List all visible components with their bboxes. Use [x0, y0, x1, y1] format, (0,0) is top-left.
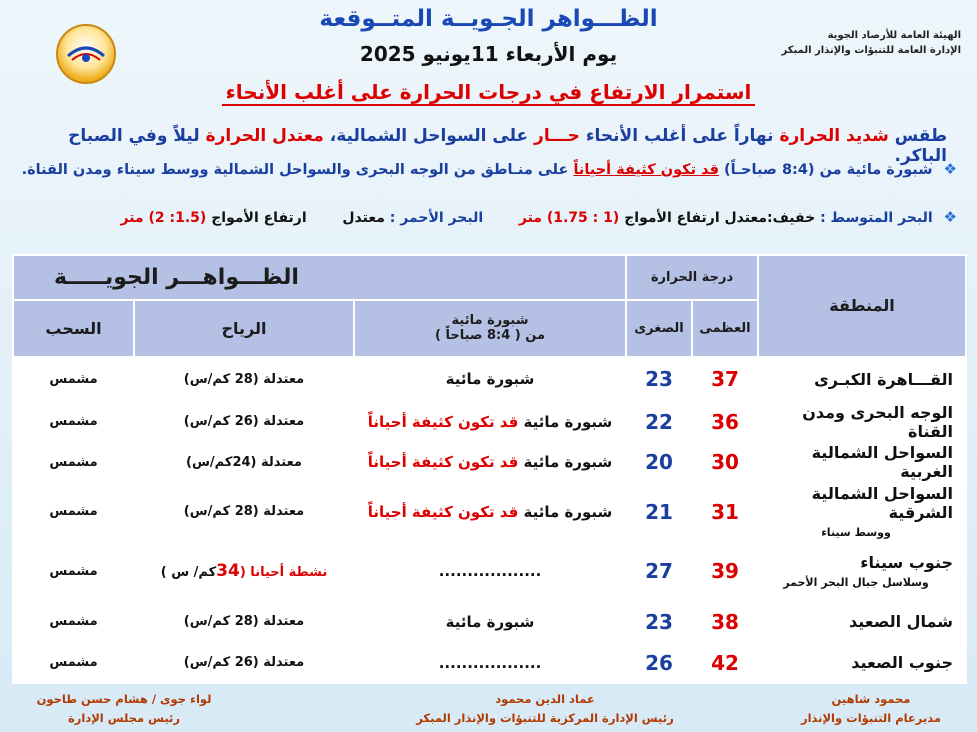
table-row: [13, 541, 966, 602]
min-temp-cell: 23: [626, 357, 692, 402]
fog-value: شبورة مائية: [445, 370, 535, 389]
weather-text-4: ليلاً وفي الصباح الباكر.: [68, 126, 947, 166]
region-cell: [758, 642, 966, 683]
bulletin-title: الظـــواهر الجـويــة المتــوقعة: [319, 6, 658, 32]
region-name: السواحل الشمالية الشرقية: [811, 484, 954, 523]
fog-value: ..................: [438, 653, 542, 672]
headline-text: استمرار الارتفاع في درجات الحرارة على أغلب الأنحاء: [222, 80, 756, 106]
weather-text-3: على السواحل الشمالية،: [329, 126, 529, 146]
red-sea-state: معتدل: [342, 210, 385, 226]
wind-value: معتدلة (24كم/س): [186, 454, 302, 470]
table-row: [13, 642, 966, 683]
min-temp-cell: 26: [626, 642, 692, 683]
fog-value: شبورة مائية: [445, 612, 535, 631]
max-temp-cell: 38: [692, 602, 758, 643]
fog-cell: [354, 401, 626, 442]
med-sea-label: البحر المتوسط :: [820, 210, 933, 226]
signature-right: [781, 690, 961, 728]
wind-header: الرياح: [134, 300, 354, 357]
med-waves-value: (1 : 1.75) متر: [518, 210, 620, 226]
fog-alert: قد تكون كثيفة أحياناً: [367, 453, 519, 472]
red-waves-value: (1.5: 2) متر: [120, 210, 207, 226]
table-row: [13, 602, 966, 643]
region-name: شمال الصعيد: [849, 612, 954, 632]
max-temp-cell: 37: [692, 357, 758, 402]
temperature-header: درجة الحرارة: [626, 255, 758, 300]
agency-name: الهيئة العامة للأرصاد الجوية: [827, 30, 961, 41]
fog-alert: قد تكون كثيفة أحياناً: [367, 412, 519, 431]
table-row: [13, 483, 966, 541]
max-temp-cell: 30: [692, 442, 758, 483]
clouds-cell: مشمس: [13, 541, 134, 602]
wind-cell: [134, 357, 354, 402]
table-row: [13, 401, 966, 442]
fog-cell: [354, 357, 626, 402]
region-cell: [758, 602, 966, 643]
min-temp-header: الصغرى: [626, 300, 692, 357]
region-name: الوجه البحرى ومدن القناة: [802, 402, 954, 441]
table-row: [13, 442, 966, 483]
region-name: جنوب الصعيد: [851, 653, 954, 673]
region-cell: [758, 401, 966, 442]
wind-value: معتدلة (28 كم/س): [183, 614, 305, 630]
min-temp-cell: 23: [626, 602, 692, 643]
max-temp-cell: 36: [692, 401, 758, 442]
clouds-cell: مشمس: [13, 357, 134, 402]
fog-cell: [354, 541, 626, 602]
red-waves-label: ارتفاع الأمواج: [211, 210, 307, 226]
red-sea-label: البحر الأحمر :: [389, 210, 484, 226]
fog-cell: [354, 602, 626, 643]
fog-cell: [354, 642, 626, 683]
region-header: المنطقة: [758, 255, 966, 357]
fog-alert: قد تكون كثيفة أحياناً: [573, 162, 719, 178]
region-name: القـــاهرة الكبـرى: [814, 369, 954, 389]
signer-name: عماد الدين محمود: [495, 692, 595, 706]
wind-alert: نشطة أحيانا (: [239, 565, 328, 581]
wind-value: معتدلة (26 كم/س): [183, 655, 305, 671]
clouds-header: السحب: [13, 300, 134, 357]
diamond-bullet-icon: ❖: [943, 160, 957, 178]
region-name: السواحل الشمالية الغربية: [811, 443, 954, 482]
signer-name: محمود شاهين: [831, 692, 911, 706]
wind-value: معتدلة (26 كم/س): [183, 414, 305, 430]
fog-value: ..................: [438, 562, 542, 581]
bulletin-date: يوم الأربعاء 11يونيو 2025: [359, 42, 618, 66]
forecast-table: [12, 254, 967, 684]
region-cell: [758, 483, 966, 541]
wind-unit: كم/ س ): [160, 565, 217, 581]
clouds-cell: مشمس: [13, 642, 134, 683]
min-temp-cell: 20: [626, 442, 692, 483]
region-cell: [758, 541, 966, 602]
min-temp-cell: 22: [626, 401, 692, 442]
wind-cell: [134, 602, 354, 643]
fog-text-2: على منـاطق من الوجه البحرى والسواحل الشمالية ووسط سيناء ومدن القناة.: [21, 162, 569, 178]
max-temp-cell: 39: [692, 541, 758, 602]
wind-speed: 34: [216, 561, 240, 582]
signer-title: مديرعام التنبؤات والإنذار: [800, 711, 942, 725]
wind-cell: [134, 541, 354, 602]
weather-text-1: طقس: [894, 126, 947, 146]
sea-state: [12, 208, 957, 226]
headline: [0, 80, 977, 104]
table-row: [13, 357, 966, 402]
wind-value: معتدلة (28 كم/س): [183, 504, 305, 520]
fog-summary: [12, 160, 957, 178]
fog-header: [354, 300, 626, 357]
signature-left: [24, 690, 224, 728]
signature-center: [380, 690, 710, 728]
fog-header-label: شبورة مائية: [451, 313, 529, 329]
weather-text-2: نهاراً على أغلب الأنحاء: [585, 126, 774, 146]
fog-value: شبورة مائية: [523, 412, 613, 431]
fog-alert: قد تكون كثيفة أحياناً: [367, 502, 519, 521]
fog-text-1: شبورة مائية من (8:4 صباحـاً): [724, 162, 933, 178]
wind-cell: [134, 401, 354, 442]
max-temp-cell: 31: [692, 483, 758, 541]
table-title: الظـــواهـــر الجويـــــة: [13, 255, 626, 300]
min-temp-cell: 21: [626, 483, 692, 541]
fog-value: شبورة مائية: [523, 502, 613, 521]
max-temp-header: العظمى: [692, 300, 758, 357]
clouds-cell: مشمس: [13, 442, 134, 483]
diamond-bullet-icon: ❖: [943, 208, 957, 226]
max-temp-cell: 42: [692, 642, 758, 683]
wind-cell: [134, 642, 354, 683]
wind-cell: [134, 483, 354, 541]
signer-title: رئيس مجلس الإدارة: [67, 711, 180, 725]
wind-cell: [134, 442, 354, 483]
clouds-cell: مشمس: [13, 401, 134, 442]
region-cell: [758, 357, 966, 402]
fog-cell: [354, 483, 626, 541]
weather-alert-3: معتدل الحرارة: [205, 126, 324, 146]
region-cell: [758, 442, 966, 483]
med-sea-state: خفيف:معتدل: [724, 210, 816, 226]
signer-name: لواء جوى / هشام حسن طاحون: [36, 692, 212, 706]
clouds-cell: مشمس: [13, 483, 134, 541]
fog-cell: [354, 442, 626, 483]
agency-department: الإدارة العامة للتنبؤات والإنذار المبكر: [781, 45, 961, 56]
signer-title: رئيس الإدارة المركزية للتنبؤات والإنذار المبكر: [416, 711, 674, 725]
wind-value: معتدلة (28 كم/س): [183, 371, 305, 387]
fog-header-time: من ( 8:4 صباحاً ): [434, 328, 546, 344]
weather-alert-2: حـــار: [534, 126, 580, 146]
min-temp-cell: 27: [626, 541, 692, 602]
med-waves-label: ارتفاع الأمواج: [624, 210, 720, 226]
region-name: جنوب سيناء: [860, 553, 954, 573]
region-subtitle: ووسط سيناء: [821, 526, 891, 540]
weather-alert-1: شديد الحرارة: [779, 126, 889, 146]
clouds-cell: مشمس: [13, 602, 134, 643]
region-subtitle: وسلاسل جبال البحر الأحمر: [783, 576, 929, 590]
fog-value: شبورة مائية: [523, 453, 613, 472]
